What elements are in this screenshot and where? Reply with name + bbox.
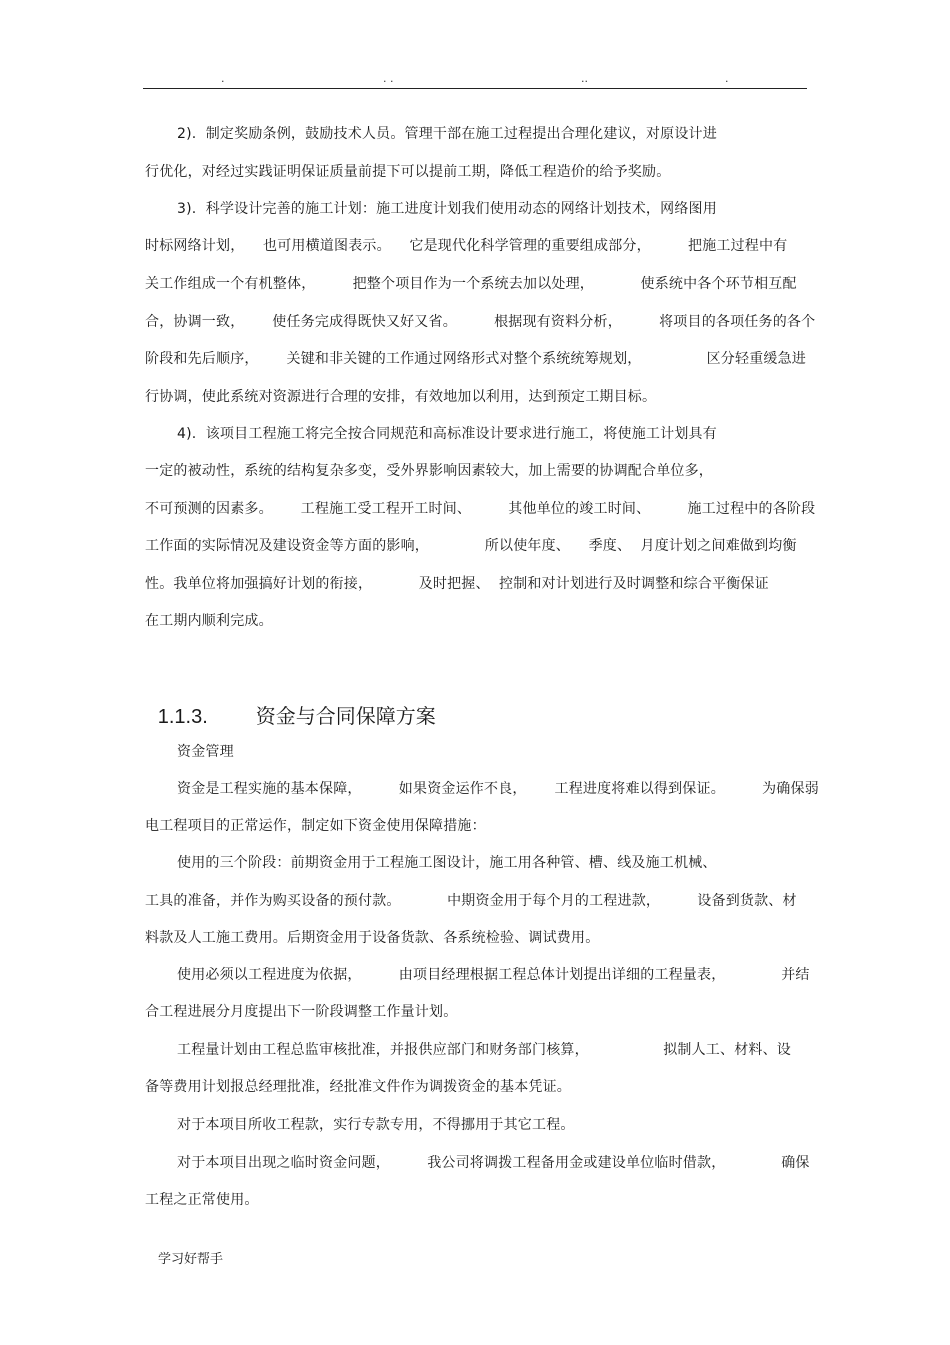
paragraph-line: 备等费用计划报总经理批准，经批准文件作为调拨资金的基本凭证。 xyxy=(145,1079,571,1095)
subheading: 资金管理 xyxy=(177,744,234,760)
paragraph-line: 工具的准备，并作为购买设备的预付款。 中期资金用于每个月的工程进款， 设备到货款、材 xyxy=(145,893,797,909)
paragraph-line: 一定的被动性，系统的结构复杂多变，受外界影响因素较大，加上需要的协调配合单位多， xyxy=(145,463,713,479)
paragraph-line: 4). 该项目工程施工将完全按合同规范和高标准设计要求进行施工，将使施工计划具有 xyxy=(177,426,717,442)
page-header-dots xyxy=(0,72,950,86)
paragraph-line: 使用的三个阶段：前期资金用于工程施工图设计，施工用各种管、槽、线及施工机械、 xyxy=(177,855,717,871)
paragraph-line: 关工作组成一个有机整体， 把整个项目作为一个系统去加以处理， 使系统中各个环节相互配 xyxy=(145,276,797,292)
paragraph-line: 工作面的实际情况及建设资金等方面的影响， 所以使年度、 季度、 月度计划之间难做到均衡 xyxy=(145,538,797,554)
header-dot: . xyxy=(725,72,729,85)
paragraph-line: 合工程进展分月度提出下一阶段调整工作量计划。 xyxy=(145,1004,458,1020)
section-number: 1.1.3. xyxy=(157,706,208,728)
paragraph-line: 2). 制定奖励条例，鼓励技术人员。管理干部在施工过程提出合理化建议，对原设计进 xyxy=(177,126,717,142)
section-heading xyxy=(145,674,436,731)
paragraph-line: 工程之正常使用。 xyxy=(145,1192,259,1208)
paragraph-line: 合，协调一致， 使任务完成得既快又好又省。 根据现有资料分析， 将项目的各项任务的各个 xyxy=(145,314,816,330)
paragraph-line: 工程量计划由工程总监审核批准，并报供应部门和财务部门核算， 拟制人工、材料、设 xyxy=(177,1042,792,1058)
paragraph-line: 在工期内顺利完成。 xyxy=(145,613,273,629)
header-dot: . . xyxy=(383,72,394,85)
paragraph-line: 对于本项目出现之临时资金问题， 我公司将调拨工程备用金或建设单位临时借款， 确保 xyxy=(177,1155,810,1171)
paragraph-line: 不可预测的因素多。 工程施工受工程开工时间、 其他单位的竣工时间、 施工过程中的各阶段 xyxy=(145,501,816,517)
paragraph-line: 资金是工程实施的基本保障， 如果资金运作不良， 工程进度将难以得到保证。 为确保弱 xyxy=(177,781,819,797)
paragraph-line: 行协调，使此系统对资源进行合理的安排，有效地加以利用，达到预定工期目标。 xyxy=(145,389,657,405)
paragraph-line: 料款及人工施工费用。后期资金用于设备货款、各系统检验、调试费用。 xyxy=(145,930,600,946)
paragraph-line: 性。我单位将加强搞好计划的衔接， 及时把握、 控制和对计划进行及时调整和综合平衡保证 xyxy=(145,576,769,592)
section-title: 资金与合同保障方案 xyxy=(255,704,436,728)
header-dot: . xyxy=(221,72,225,85)
header-dot: .. xyxy=(581,72,588,85)
paragraph-line: 使用必须以工程进度为依据， 由项目经理根据工程总体计划提出详细的工程量表， 并结 xyxy=(177,967,810,983)
paragraph-line: 行优化，对经过实践证明保证质量前提下可以提前工期，降低工程造价的给予奖励。 xyxy=(145,164,671,180)
footer-text: 学习好帮手 xyxy=(158,1252,224,1267)
paragraph-line: 电工程项目的正常运作，制定如下资金使用保障措施： xyxy=(145,818,486,834)
paragraph-line: 阶段和先后顺序， 关键和非关键的工作通过网络形式对整个系统统筹规划， 区分轻重缓急进 xyxy=(145,351,807,367)
paragraph-line: 对于本项目所收工程款，实行专款专用，不得挪用于其它工程。 xyxy=(177,1117,575,1133)
paragraph-line: 3). 科学设计完善的施工计划：施工进度计划我们使用动态的网络计划技术，网络图用 xyxy=(177,201,717,217)
header-rule xyxy=(143,88,807,89)
paragraph-line: 时标网络计划， 也可用横道图表示。 它是现代化科学管理的重要组成部分， 把施工过程中有 xyxy=(145,238,788,254)
